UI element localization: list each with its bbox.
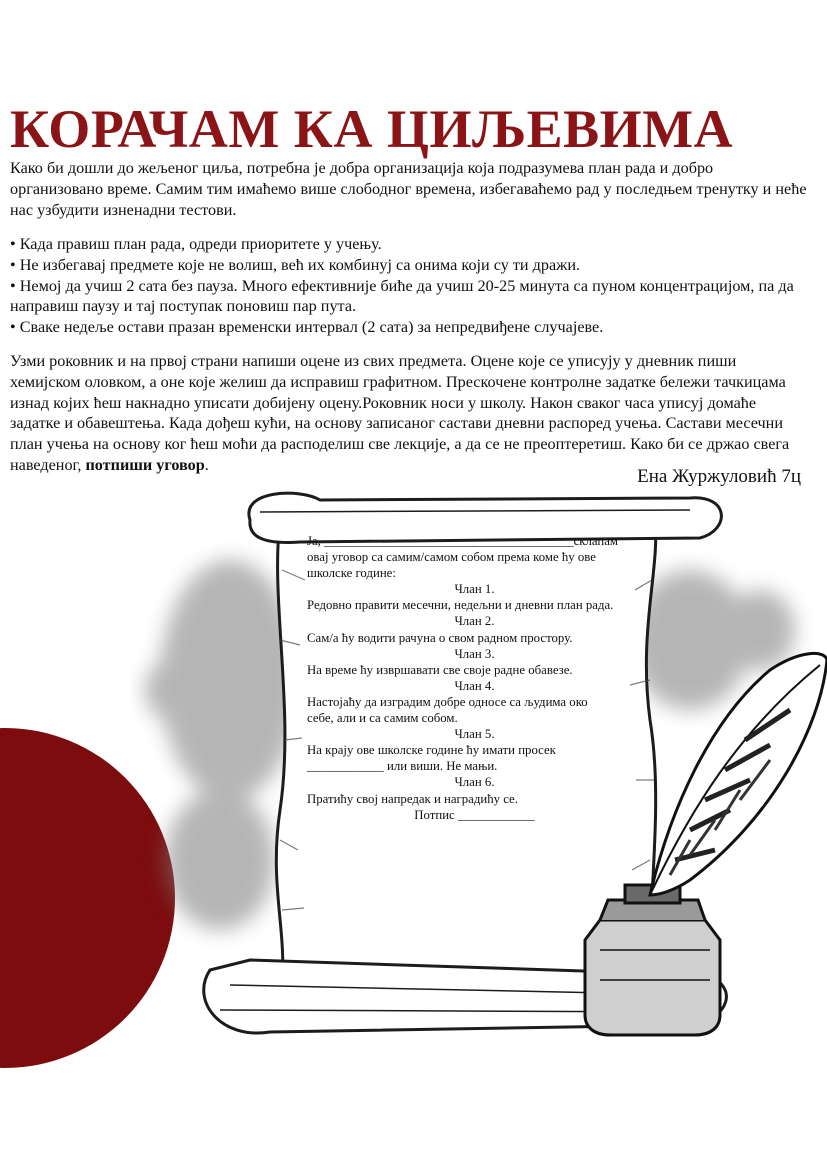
article-text: Редовно правити месечни, недељни и дневни план рада. — [307, 598, 614, 613]
article-heading: Члан 3. — [454, 646, 495, 661]
article-text: На крају ове школске године ћу имати просек ____________ или виши. Не мањи. — [307, 743, 556, 774]
article-heading: Члан 4. — [454, 678, 495, 693]
article-text: На време ћу извршавати све своје радне обавезе. — [307, 662, 573, 677]
page-title: КОРАЧАМ КА ЦИЉЕВИМА — [10, 99, 734, 159]
planner-text: Узми роковник и на првој страни напиши оцене из свих предмета. Оцене које се уписују у дневник пиши хемијском оловком, а оне које желиш да исправиш графитном. Прескочене контролне задатке бележи тачкицама изнад којих ћеш накнадно уписати добијену оцену.Роковник носи у школу. Након сваког часа уписуј домаће задатке и обавештења. Када дођеш кући, на основу записаног састави дневни распоред учења. Састави месечни план учења на основу ког ћеш моћи да расподелиш све лекције, а да се не преоптеретиш. Како би се држао свега наведеног, — [10, 352, 790, 474]
article-heading: Члан 1. — [454, 582, 495, 597]
tip-item: • Када правиш план рада, одреди приоритете у учењу. — [10, 235, 382, 253]
contract-line: овај уговор са самим/самом собом према коме ћу ове — [307, 550, 596, 565]
article-text: Настојаћу да изградим добре односе са људима око себе, али и са самим собом. — [307, 694, 588, 726]
article-text: Пратићу свој напредак и наградићу се. — [307, 791, 518, 806]
contract-line: школске године: — [307, 566, 396, 581]
signature-line: Потпис ____________ — [414, 807, 535, 822]
article-heading: Члан 2. — [454, 614, 495, 629]
article-heading: Члан 6. — [454, 775, 495, 790]
tip-item: • Не избегавај предмете које не волиш, већ их комбинуј са онима који су ти дражи. — [10, 255, 581, 274]
sign-contract-emphasis: потпиши уговор — [85, 455, 205, 474]
inkwell-icon — [585, 885, 720, 1035]
article-heading: Члан 5. — [454, 727, 495, 742]
contract-line: Ја, _______________________________________склапам — [307, 534, 619, 548]
tips-list — [10, 234, 810, 338]
contract-text — [307, 533, 642, 823]
tip-item: • Немој да учиш 2 сата без пауза. Много ефективније биће да учиш 20-25 минута са пуном концентрацијом, па да направиш паузу и тај поступак поновиш пар пута. — [10, 276, 794, 316]
article-text: Сам/а ћу водити рачуна о свом радном простору. — [307, 630, 573, 645]
author-name: Ена Журжуловић 7ц — [637, 466, 801, 487]
tip-item: • Сваке недеље остави празан временски интервал (2 сата) за непредвиђене случајеве. — [10, 318, 604, 337]
intro-paragraph: Како би дошли до жељеног циља, потребна је добра организација која подразумева план рада и добро организовано време. Самим тим имаћемо више слободног времена, избегаваћемо рад у последњем тренутку и неће нас узбудити изненадни тестови. — [10, 159, 807, 219]
planner-end: . — [204, 455, 209, 474]
planner-paragraph — [10, 351, 810, 476]
